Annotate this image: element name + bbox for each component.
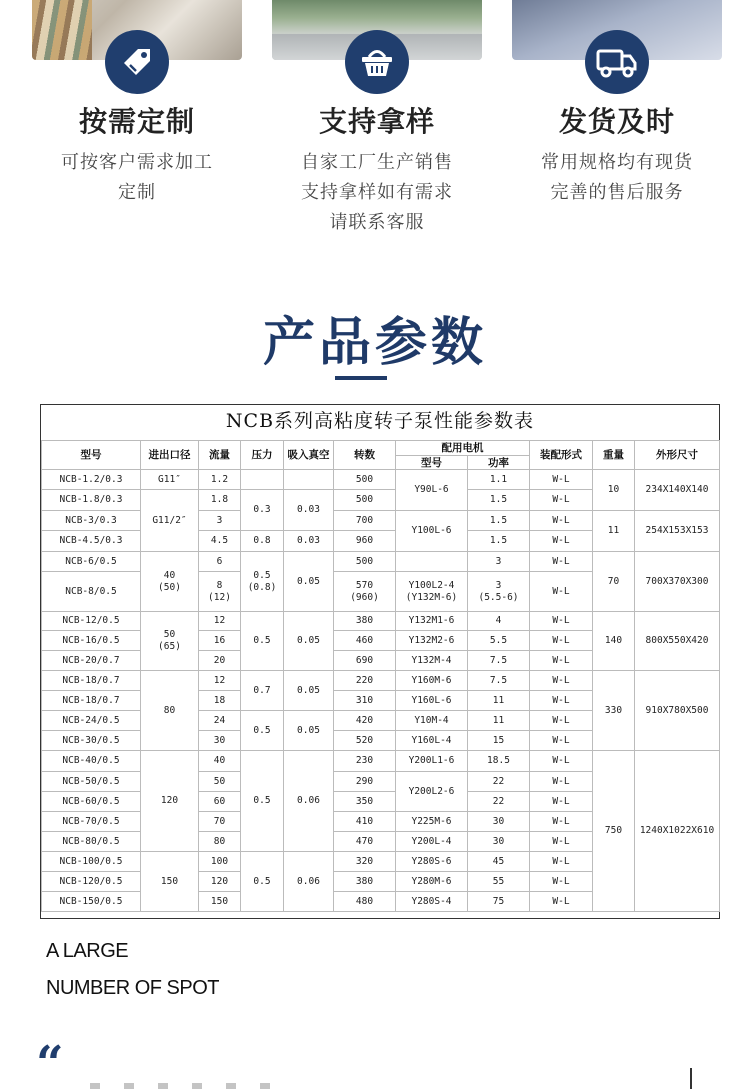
motor-model-cell: Y200L2-6 [396,772,468,812]
flow-cell: 80 [199,832,241,852]
model-cell: NCB-100/0.5 [42,852,141,872]
flow-cell: 100 [199,852,241,872]
flow-cell: 4.5 [199,531,241,552]
flow-cell: 1.8 [199,490,241,511]
power-cell: 22 [468,792,530,812]
pressure-cell: 0.3 [241,490,284,531]
motor-model-cell: Y280S-4 [396,892,468,912]
pressure-cell: 0.7 [241,671,284,711]
flow-cell: 70 [199,812,241,832]
motor-model-cell: Y132M2-6 [396,631,468,651]
motor-model-cell: Y90L-6 [396,470,468,511]
feature-desc-line: 可按客户需求加工 [61,152,213,173]
power-cell: 11 [468,691,530,711]
speed-cell: 380 [334,872,396,892]
motor-model-cell: Y100L2-4 (Y132M-6) [396,572,468,612]
dims-cell: 1240X1022X610 [635,751,720,912]
model-cell: NCB-70/0.5 [42,812,141,832]
table-row [42,612,720,631]
vacuum-cell: 0.05 [284,711,334,751]
delivery-truck-icon [585,30,649,94]
vacuum-cell: 0.05 [284,552,334,612]
power-cell: 5.5 [468,631,530,651]
speed-cell: 690 [334,651,396,671]
mount-cell: W-L [530,552,593,572]
mount-cell: W-L [530,772,593,792]
header-weight: 重量 [593,441,635,470]
flow-cell: 12 [199,612,241,631]
mount-cell: W-L [530,691,593,711]
model-cell: NCB-30/0.5 [42,731,141,751]
header-dims: 外形尺寸 [635,441,720,470]
header-motor-power: 功率 [468,456,530,470]
flow-cell: 3 [199,511,241,531]
header-mount: 装配形式 [530,441,593,470]
header-port: 进出口径 [141,441,199,470]
speed-cell: 460 [334,631,396,651]
feature-desc-line: 支持拿样如有需求 [301,182,453,203]
speed-cell: 220 [334,671,396,691]
model-cell: NCB-20/0.7 [42,651,141,671]
flow-cell: 1.2 [199,470,241,490]
flow-cell: 12 [199,671,241,691]
motor-model-cell: Y280S-6 [396,852,468,872]
mount-cell: W-L [530,731,593,751]
feature-desc-line: 常用规格均有现货 [541,152,693,173]
power-cell: 18.5 [468,751,530,772]
weight-cell: 10 [593,470,635,511]
power-cell: 3 (5.5-6) [468,572,530,612]
speed-cell: 480 [334,892,396,912]
model-cell: NCB-80/0.5 [42,832,141,852]
model-cell: NCB-8/0.5 [42,572,141,612]
port-cell: 150 [141,852,199,912]
mount-cell: W-L [530,572,593,612]
mount-cell: W-L [530,852,593,872]
weight-cell: 11 [593,511,635,552]
model-cell: NCB-18/0.7 [42,691,141,711]
model-cell: NCB-1.8/0.3 [42,490,141,511]
feature-desc-line: 定制 [118,182,156,203]
model-cell: NCB-18/0.7 [42,671,141,691]
flow-cell: 16 [199,631,241,651]
mount-cell: W-L [530,892,593,912]
mount-cell: W-L [530,631,593,651]
flow-cell: 8 (12) [199,572,241,612]
power-cell: 55 [468,872,530,892]
flow-cell: 40 [199,751,241,772]
flow-cell: 120 [199,872,241,892]
mount-cell: W-L [530,711,593,731]
model-cell: NCB-6/0.5 [42,552,141,572]
table-row [42,751,720,772]
header-flow: 流量 [199,441,241,470]
pressure-cell: 0.8 [241,531,284,552]
feature-desc-sample [257,148,497,238]
weight-cell: 140 [593,612,635,671]
model-cell: NCB-24/0.5 [42,711,141,731]
port-cell: 40 (50) [141,552,199,612]
power-cell: 45 [468,852,530,872]
pressure-cell: 0.5 (0.8) [241,552,284,612]
flow-cell: 150 [199,892,241,912]
speed-cell: 290 [334,772,396,792]
divider-line [690,1068,692,1089]
speed-cell: 310 [334,691,396,711]
motor-model-cell: Y10M-4 [396,711,468,731]
pressure-cell: 0.5 [241,711,284,751]
pressure-cell: 0.5 [241,751,284,852]
motor-model-cell: Y200L-4 [396,832,468,852]
model-cell: NCB-40/0.5 [42,751,141,772]
port-cell: 50 (65) [141,612,199,671]
weight-cell: 70 [593,552,635,612]
header-motor-model: 型号 [396,456,468,470]
speed-cell: 470 [334,832,396,852]
table-row [42,671,720,691]
mount-cell: W-L [530,872,593,892]
header-motor: 配用电机 [396,441,530,456]
power-cell: 30 [468,832,530,852]
vacuum-cell: 0.06 [284,852,334,912]
power-cell: 4 [468,612,530,631]
mount-cell: W-L [530,751,593,772]
port-cell: 120 [141,751,199,852]
header-vacuum: 吸入真空 [284,441,334,470]
model-cell: NCB-4.5/0.3 [42,531,141,552]
flow-cell: 30 [199,731,241,751]
pressure-cell: 0.5 [241,852,284,912]
header-speed: 转数 [334,441,396,470]
flow-cell: 18 [199,691,241,711]
motor-model-cell: Y225M-6 [396,812,468,832]
feature-desc-line: 自家工厂生产销售 [301,152,453,173]
power-cell: 7.5 [468,671,530,691]
power-cell: 22 [468,772,530,792]
quote-mark-icon: “ [36,1036,64,1092]
spec-table [41,440,720,912]
vacuum-cell: 0.03 [284,490,334,531]
vacuum-cell: 0.06 [284,751,334,852]
model-cell: NCB-12/0.5 [42,612,141,631]
mount-cell: W-L [530,671,593,691]
flow-cell: 20 [199,651,241,671]
power-cell: 1.5 [468,511,530,531]
motor-model-cell: Y200L1-6 [396,751,468,772]
model-cell: NCB-16/0.5 [42,631,141,651]
section-title: 产品参数 [262,313,487,373]
vacuum-cell [284,470,334,490]
model-cell: NCB-60/0.5 [42,792,141,812]
feature-title-sample: 支持拿样 [318,105,435,138]
power-cell: 15 [468,731,530,751]
flow-cell: 60 [199,792,241,812]
feature-desc-line: 完善的售后服务 [550,182,684,203]
speed-cell: 960 [334,531,396,552]
weight-cell: 330 [593,671,635,751]
speed-cell: 500 [334,490,396,511]
mount-cell: W-L [530,651,593,671]
power-cell: 1.1 [468,470,530,490]
dims-cell: 254X153X153 [635,511,720,552]
power-cell: 7.5 [468,651,530,671]
speed-cell: 420 [334,711,396,731]
faded-text-strip [90,1083,290,1089]
motor-model-cell: Y160L-4 [396,731,468,751]
mount-cell: W-L [530,792,593,812]
flow-cell: 24 [199,711,241,731]
motor-model-cell: Y132M1-6 [396,612,468,631]
dims-cell: 234X140X140 [635,470,720,511]
power-cell: 75 [468,892,530,912]
feature-desc-shipping [497,148,737,208]
flow-cell: 6 [199,552,241,572]
feature-desc-custom [17,148,257,208]
motor-model-cell: Y280M-6 [396,872,468,892]
speed-cell: 700 [334,511,396,531]
port-cell: G11/2″ [141,490,199,552]
price-tag-icon [105,30,169,94]
feature-desc-line: 请联系客服 [329,212,425,233]
table-caption: NCB系列高粘度转子泵性能参数表 [225,410,535,432]
pressure-cell [241,470,284,490]
header-model: 型号 [42,441,141,470]
speed-cell: 320 [334,852,396,872]
motor-model-cell: Y160M-6 [396,671,468,691]
header-pressure: 压力 [241,441,284,470]
feature-title-custom: 按需定制 [78,105,195,138]
motor-model-cell [396,552,468,572]
port-cell: G11″ [141,470,199,490]
power-cell: 1.5 [468,490,530,511]
dims-cell: 800X550X420 [635,612,720,671]
dims-cell: 910X780X500 [635,671,720,751]
motor-model-cell: Y160L-6 [396,691,468,711]
vacuum-cell: 0.05 [284,612,334,671]
model-cell: NCB-50/0.5 [42,772,141,792]
vacuum-cell: 0.03 [284,531,334,552]
mount-cell: W-L [530,470,593,490]
mount-cell: W-L [530,490,593,511]
speed-cell: 350 [334,792,396,812]
power-cell: 11 [468,711,530,731]
table-row [42,470,720,490]
dims-cell: 700X370X300 [635,552,720,612]
feature-title-shipping: 发货及时 [558,105,675,138]
power-cell: 3 [468,552,530,572]
speed-cell: 500 [334,470,396,490]
model-cell: NCB-1.2/0.3 [42,470,141,490]
mount-cell: W-L [530,812,593,832]
speed-cell: 380 [334,612,396,631]
motor-model-cell: Y100L-6 [396,511,468,552]
shopping-basket-icon [345,30,409,94]
speed-cell: 230 [334,751,396,772]
table-row [42,552,720,572]
title-underline [335,376,387,380]
weight-cell: 750 [593,751,635,912]
speed-cell: 520 [334,731,396,751]
model-cell: NCB-120/0.5 [42,872,141,892]
spot-text-line-1: A LARGE [46,940,129,962]
speed-cell: 570 (960) [334,572,396,612]
mount-cell: W-L [530,612,593,631]
pressure-cell: 0.5 [241,612,284,671]
speed-cell: 500 [334,552,396,572]
spot-text-line-2: NUMBER OF SPOT [46,977,220,999]
motor-model-cell: Y132M-4 [396,651,468,671]
mount-cell: W-L [530,531,593,552]
spec-table-body [42,441,720,912]
model-cell: NCB-3/0.3 [42,511,141,531]
vacuum-cell: 0.05 [284,671,334,711]
model-cell: NCB-150/0.5 [42,892,141,912]
mount-cell: W-L [530,511,593,531]
power-cell: 30 [468,812,530,832]
power-cell: 1.5 [468,531,530,552]
speed-cell: 410 [334,812,396,832]
port-cell: 80 [141,671,199,751]
flow-cell: 50 [199,772,241,792]
mount-cell: W-L [530,832,593,852]
